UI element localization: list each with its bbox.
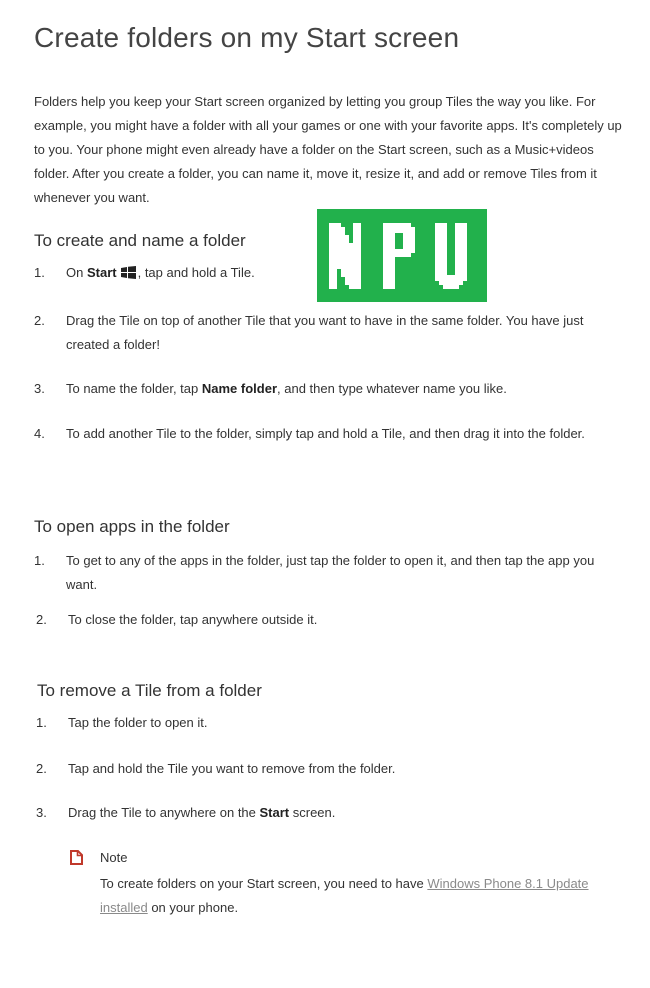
name-folder-label: Name folder (201, 381, 278, 396)
intro-paragraph: Folders help you keep your Start screen organized by letting you group Tiles the way you like. For example, you might have a folder with all your games or one with your favorite apps. It's completely up to you. Your phone might even already have a folder on the Start screen, such as a Music+videos folder. After you create a folder, you can name it, move it, resize it, and add or remove Tiles from it whenever you want. (34, 94, 622, 205)
section-heading-remove: To remove a Tile from a folder (37, 681, 262, 700)
step-create-4: 4. To add another Tile to the folder, simply tap and hold a Tile, and then drag it into the folder. (34, 426, 585, 441)
document-icon (70, 850, 83, 865)
section-heading-open: To open apps in the folder (34, 517, 230, 536)
step-create-1: 1. On Start , tap and hold a Tile. (34, 261, 274, 285)
note-body: To create folders on your Start screen, you need to have Windows Phone 8.1 Update installed on your phone. (100, 876, 589, 915)
windows-phone-update-link[interactable]: Windows Phone 8.1 Update installed (100, 876, 589, 915)
step-open-2: 2. To close the folder, tap anywhere outside it. (36, 612, 318, 627)
step-remove-2: 2. Tap and hold the Tile you want to remove from the folder. (36, 761, 396, 776)
windows-logo-icon (121, 266, 136, 279)
step-number: 1. (34, 265, 45, 280)
note-title: Note (100, 850, 128, 865)
step-create-2: 2. Drag the Tile on top of another Tile that you want to have in the same folder. You have just created a folder! (34, 313, 584, 352)
step-remove-1: 1. Tap the folder to open it. (36, 715, 208, 730)
section-heading-create: To create and name a folder (34, 231, 246, 250)
step-open-1: 1. To get to any of the apps in the folder, just tap the folder to open it, and then tap the app you want. (34, 553, 595, 592)
start-label: Start (86, 265, 117, 280)
page-title: Create folders on my Start screen (34, 22, 460, 53)
step-create-3: 3. To name the folder, tap Name folder, and then type whatever name you like. (34, 381, 507, 396)
start-label: Start (259, 805, 290, 820)
step-remove-3: 3. Drag the Tile to anywhere on the Start screen. (36, 805, 336, 820)
npv-logo (317, 209, 487, 302)
